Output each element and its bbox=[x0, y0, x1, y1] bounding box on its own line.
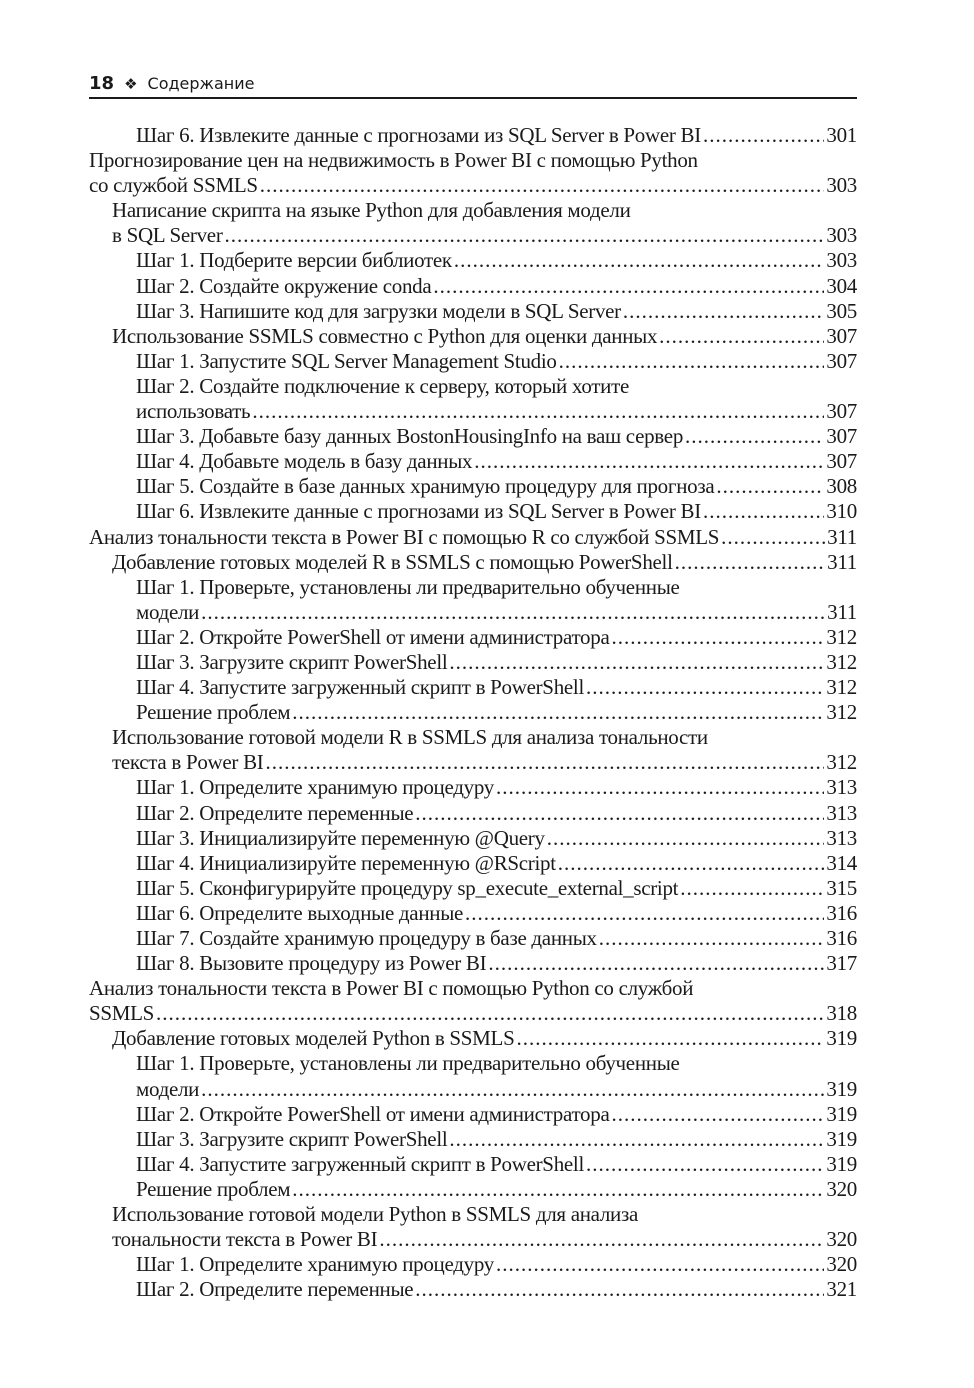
toc-entry-title: Шаг 1. Проверьте, установлены ли предварительно обученные bbox=[136, 1051, 680, 1076]
toc-entry-line[interactable] bbox=[89, 499, 857, 524]
toc-page-number: 311 bbox=[827, 599, 857, 624]
toc-entry-line[interactable] bbox=[89, 374, 857, 399]
toc-entry-title: Шаг 6. Извлеките данные с прогнозами из SQL Server в Power BI bbox=[136, 499, 701, 524]
toc-page-number: 303 bbox=[826, 223, 857, 248]
running-header bbox=[89, 70, 857, 97]
toc-entry-line[interactable] bbox=[89, 274, 857, 299]
toc-entry-line[interactable] bbox=[89, 550, 857, 575]
toc-entry-line[interactable] bbox=[89, 650, 857, 675]
header-rule bbox=[89, 97, 857, 99]
toc-entry-title: Добавление готовых моделей Python в SSMLS bbox=[112, 1026, 515, 1051]
toc-entry-line[interactable] bbox=[89, 399, 857, 424]
dot-leader bbox=[463, 901, 824, 926]
toc-entry-line[interactable] bbox=[89, 700, 857, 725]
toc-entry-title: Шаг 6. Определите выходные данные bbox=[136, 900, 464, 925]
toc-entry-title: Шаг 2. Откройте PowerShell от имени администратора bbox=[136, 624, 610, 649]
toc-entry-line[interactable] bbox=[89, 801, 857, 826]
toc-entry-line[interactable] bbox=[89, 901, 857, 926]
toc-page-number: 316 bbox=[826, 900, 857, 925]
toc-entry-title: Анализ тональности текста в Power BI с помощью R со службой SSMLS bbox=[89, 524, 720, 549]
toc-entry-line[interactable] bbox=[89, 1177, 857, 1202]
toc-entry-line[interactable] bbox=[89, 725, 857, 750]
toc-entry-line[interactable] bbox=[89, 1026, 857, 1051]
dot-leader bbox=[258, 173, 825, 198]
toc-page-number: 314 bbox=[826, 850, 857, 875]
toc-entry-line[interactable] bbox=[89, 625, 857, 650]
dot-leader bbox=[290, 700, 824, 725]
toc-entry-line[interactable] bbox=[89, 1077, 857, 1102]
toc-entry-title: Шаг 1. Запустите SQL Server Management Studio bbox=[136, 348, 557, 373]
toc-page-number: 313 bbox=[826, 800, 857, 825]
dot-leader bbox=[657, 324, 824, 349]
dot-leader bbox=[447, 1127, 824, 1152]
toc-page-number: 304 bbox=[826, 273, 857, 298]
toc-entry-line[interactable] bbox=[89, 1252, 857, 1277]
toc-page-number: 313 bbox=[826, 825, 857, 850]
toc-page-number: 308 bbox=[826, 474, 857, 499]
toc-entry-title: Написание скрипта на языке Python для добавления модели bbox=[112, 198, 631, 223]
toc-entry-line[interactable] bbox=[89, 324, 857, 349]
dot-leader bbox=[199, 1077, 824, 1102]
toc-page-number: 312 bbox=[826, 675, 857, 700]
dot-leader bbox=[223, 223, 825, 248]
dot-leader bbox=[514, 1026, 824, 1051]
table-of-contents bbox=[89, 123, 857, 1302]
toc-page-number: 311 bbox=[827, 524, 857, 549]
toc-page-number: 320 bbox=[826, 1176, 857, 1201]
toc-entry-title: Шаг 2. Создайте окружение conda bbox=[136, 273, 432, 298]
toc-entry-line[interactable] bbox=[89, 1051, 857, 1076]
dot-leader bbox=[556, 851, 825, 876]
toc-page-number: 307 bbox=[826, 399, 857, 424]
toc-entry-line[interactable] bbox=[89, 876, 857, 901]
toc-page-number: 312 bbox=[826, 700, 857, 725]
toc-entry-line[interactable] bbox=[89, 1102, 857, 1127]
dot-leader bbox=[250, 399, 824, 424]
toc-page-number: 319 bbox=[826, 1076, 857, 1101]
toc-entry-title: Решение проблем bbox=[136, 700, 291, 725]
toc-page-number: 316 bbox=[826, 926, 857, 950]
toc-page-number: 319 bbox=[826, 1151, 857, 1176]
toc-entry-title: модели bbox=[136, 1076, 200, 1101]
toc-page-number: 319 bbox=[826, 1101, 857, 1126]
dot-leader bbox=[719, 525, 825, 550]
dot-leader bbox=[154, 1001, 824, 1026]
toc-entry-line[interactable] bbox=[89, 1227, 857, 1252]
toc-page-number: 313 bbox=[826, 775, 857, 800]
toc-page-number: 301 bbox=[826, 123, 857, 147]
dot-leader bbox=[413, 1277, 824, 1302]
toc-entry-title: Использование готовой модели Python в SSMLS для анализа bbox=[112, 1202, 639, 1227]
toc-entry-title: Шаг 5. Сконфигурируйте процедуру sp_execute_external_script bbox=[136, 875, 679, 900]
toc-entry-title: Анализ тональности текста в Power BI с помощью Python со службой bbox=[89, 976, 694, 1001]
dot-leader bbox=[263, 750, 824, 775]
toc-entry-title: Шаг 4. Добавьте модель в базу данных bbox=[136, 449, 473, 474]
toc-entry-line[interactable] bbox=[89, 851, 857, 876]
dot-leader bbox=[452, 248, 825, 273]
toc-entry-title: Шаг 1. Проверьте, установлены ли предварительно обученные bbox=[136, 574, 680, 599]
toc-entry-line[interactable] bbox=[89, 299, 857, 324]
toc-page-number: 303 bbox=[826, 173, 857, 198]
toc-entry-title: Решение проблем bbox=[136, 1176, 291, 1201]
toc-page-number: 321 bbox=[826, 1277, 857, 1302]
toc-page-number: 320 bbox=[826, 1227, 857, 1252]
toc-entry-line[interactable] bbox=[89, 424, 857, 449]
toc-entry-line[interactable] bbox=[89, 1127, 857, 1152]
toc-entry-line[interactable] bbox=[89, 148, 857, 173]
toc-entry-title: Шаг 4. Инициализируйте переменную @RScript bbox=[136, 850, 556, 875]
dot-leader bbox=[494, 1252, 824, 1277]
toc-entry-line[interactable] bbox=[89, 826, 857, 851]
toc-entry-title: Шаг 5. Создайте в базе данных хранимую процедуру для прогноза bbox=[136, 474, 715, 499]
toc-page-number: 320 bbox=[826, 1252, 857, 1277]
toc-entry-line[interactable] bbox=[89, 976, 857, 1001]
toc-page-number: 319 bbox=[826, 1026, 857, 1051]
toc-entry-line[interactable] bbox=[89, 349, 857, 374]
toc-entry-title: Шаг 8. Вызовите процедуру из Power BI bbox=[136, 951, 487, 976]
toc-page-number: 307 bbox=[826, 348, 857, 373]
toc-page-number: 319 bbox=[826, 1126, 857, 1151]
dot-leader bbox=[673, 550, 826, 575]
toc-entry-title: Шаг 3. Загрузите скрипт PowerShell bbox=[136, 649, 448, 674]
toc-entry-title: Шаг 2. Определите переменные bbox=[136, 800, 414, 825]
dot-leader bbox=[447, 650, 824, 675]
toc-entry-line[interactable] bbox=[89, 173, 857, 198]
dot-leader bbox=[621, 299, 825, 324]
toc-entry-line[interactable] bbox=[89, 775, 857, 800]
toc-entry-line[interactable] bbox=[89, 123, 857, 148]
dot-leader bbox=[431, 274, 824, 299]
toc-entry-title: модели bbox=[136, 599, 200, 624]
toc-page-number: 310 bbox=[826, 499, 857, 524]
running-title: Содержание bbox=[147, 74, 255, 93]
toc-entry-line[interactable] bbox=[89, 248, 857, 273]
toc-entry-line[interactable] bbox=[89, 449, 857, 474]
toc-page-number: 307 bbox=[826, 424, 857, 449]
toc-entry-line[interactable] bbox=[89, 1152, 857, 1177]
toc-entry-line[interactable] bbox=[89, 750, 857, 775]
toc-entry-title: Шаг 1. Подберите версии библиотек bbox=[136, 248, 452, 273]
dot-leader bbox=[609, 625, 824, 650]
page-number: 18 bbox=[89, 73, 115, 94]
toc-entry-line[interactable] bbox=[89, 926, 857, 951]
toc-page-number: 303 bbox=[826, 248, 857, 273]
toc-entry-line[interactable] bbox=[89, 1277, 857, 1302]
toc-entry-line[interactable] bbox=[89, 1001, 857, 1026]
toc-entry-title: Шаг 3. Инициализируйте переменную @Query bbox=[136, 825, 545, 850]
toc-entry-title: Шаг 4. Запустите загруженный скрипт в PowerShell bbox=[136, 675, 584, 700]
dot-leader bbox=[701, 499, 824, 524]
dot-leader bbox=[413, 801, 824, 826]
dot-leader bbox=[609, 1102, 824, 1127]
toc-entry-title: Шаг 2. Определите переменные bbox=[136, 1277, 414, 1302]
toc-entry-line[interactable] bbox=[89, 575, 857, 600]
toc-entry-title: Использование готовой модели R в SSMLS для анализа тональности bbox=[112, 725, 708, 750]
dot-leader bbox=[545, 826, 825, 851]
toc-page-number: 312 bbox=[826, 649, 857, 674]
toc-page-number: 311 bbox=[827, 549, 857, 574]
toc-entry-title: Шаг 3. Добавьте базу данных BostonHousingInfo на ваш сервер bbox=[136, 424, 684, 449]
dot-leader bbox=[494, 775, 824, 800]
toc-entry-line[interactable] bbox=[89, 600, 857, 625]
toc-page-number: 305 bbox=[826, 298, 857, 323]
toc-entry-title: Шаг 3. Загрузите скрипт PowerShell bbox=[136, 1126, 448, 1151]
toc-entry-line[interactable] bbox=[89, 951, 857, 976]
toc-entry-title: в SQL Server bbox=[112, 223, 223, 248]
toc-page-number: 307 bbox=[826, 323, 857, 348]
dot-leader bbox=[714, 474, 824, 499]
dot-leader bbox=[557, 349, 825, 374]
dot-leader bbox=[472, 449, 824, 474]
toc-entry-title: текста в Power BI bbox=[112, 750, 264, 775]
toc-entry-line[interactable] bbox=[89, 474, 857, 499]
toc-page-number: 318 bbox=[826, 1001, 857, 1026]
toc-entry-line[interactable] bbox=[89, 675, 857, 700]
toc-entry-title: Прогнозирование цен на недвижимость в Power BI с помощью Python bbox=[89, 148, 698, 173]
dot-leader bbox=[199, 600, 825, 625]
toc-entry-title: использовать bbox=[136, 399, 251, 424]
toc-entry-title: Использование SSMLS совместно с Python для оценки данных bbox=[112, 323, 658, 348]
toc-entry-line[interactable] bbox=[89, 223, 857, 248]
toc-entry-line[interactable] bbox=[89, 525, 857, 550]
toc-page-number: 307 bbox=[826, 449, 857, 474]
dot-leader bbox=[683, 424, 824, 449]
toc-entry-title: Шаг 3. Напишите код для загрузки модели в SQL Server bbox=[136, 298, 621, 323]
toc-page-number: 317 bbox=[826, 951, 857, 976]
toc-entry-title: Шаг 2. Создайте подключение к серверу, который хотите bbox=[136, 373, 629, 398]
dot-leader bbox=[584, 1152, 824, 1177]
toc-entry-title: SSMLS bbox=[89, 1001, 155, 1026]
ornament-icon: ❖ bbox=[124, 74, 138, 93]
toc-entry-title: Добавление готовых моделей R в SSMLS с помощью PowerShell bbox=[112, 549, 673, 574]
toc-page-number: 312 bbox=[826, 750, 857, 775]
dot-leader bbox=[584, 675, 824, 700]
toc-entry-title: Шаг 1. Определите хранимую процедуру bbox=[136, 775, 494, 800]
toc-entry-title: Шаг 6. Извлеките данные с прогнозами из SQL Server в Power BI bbox=[136, 123, 701, 147]
dot-leader bbox=[290, 1177, 824, 1202]
toc-entry-line[interactable] bbox=[89, 1202, 857, 1227]
toc-entry-title: Шаг 2. Откройте PowerShell от имени администратора bbox=[136, 1101, 610, 1126]
dot-leader bbox=[377, 1227, 824, 1252]
dot-leader bbox=[486, 951, 824, 976]
dot-leader bbox=[597, 926, 825, 951]
dot-leader bbox=[678, 876, 824, 901]
toc-page-number: 315 bbox=[826, 875, 857, 900]
dot-leader bbox=[701, 123, 824, 148]
toc-entry-line[interactable] bbox=[89, 198, 857, 223]
toc-page-number: 312 bbox=[826, 624, 857, 649]
toc-entry-title: со службой SSMLS bbox=[89, 173, 258, 198]
toc-entry-title: тональности текста в Power BI bbox=[112, 1227, 378, 1252]
toc-entry-title: Шаг 4. Запустите загруженный скрипт в PowerShell bbox=[136, 1151, 584, 1176]
toc-entry-title: Шаг 7. Создайте хранимую процедуру в базе данных bbox=[136, 926, 597, 950]
toc-entry-title: Шаг 1. Определите хранимую процедуру bbox=[136, 1252, 494, 1277]
